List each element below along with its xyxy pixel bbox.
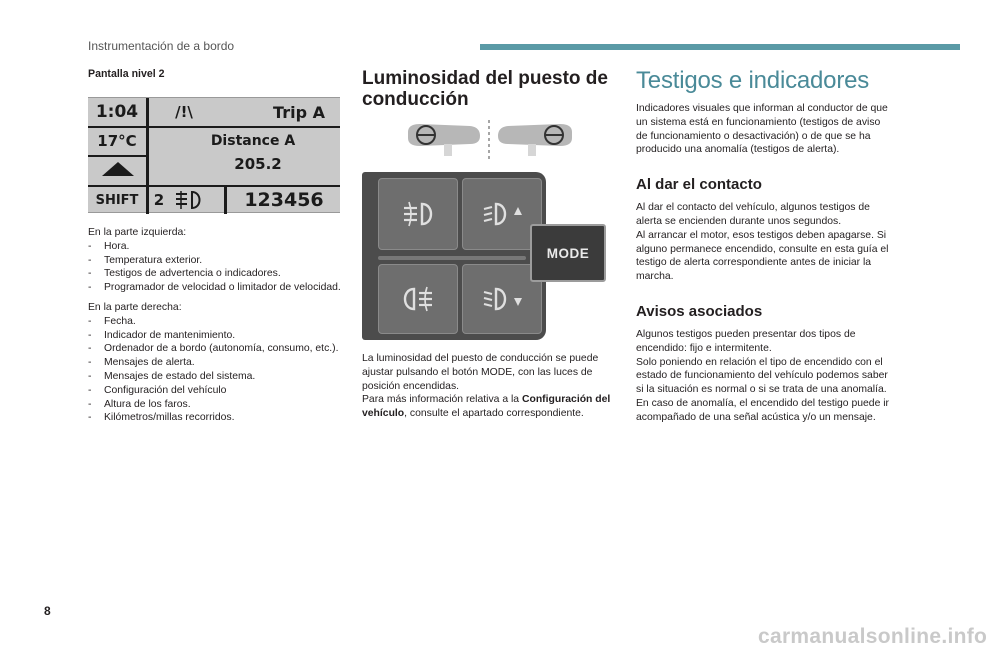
- associated-text-3: En caso de anomalía, el encendido del testigo puede ir acompañado de una señal acústica y/o un mensaje.: [636, 397, 890, 423]
- column-display-level-2: [88, 68, 344, 82]
- lcd-time: 1:04: [95, 102, 139, 122]
- brightness-more-info: Para más información relativa a la Configuración del vehículo, consulte el apartado correspondiente.: [362, 394, 611, 420]
- list-item: - Mensajes de estado del sistema.: [88, 370, 256, 382]
- panel-divider: [378, 256, 526, 260]
- associated-text-2: Solo poniendo en relación el tipo de encendido con el estado de funcionamiento del vehículo podemos saber si la situación es normal o si se trata de una anomalía.: [636, 356, 888, 396]
- rear-fog-light-button[interactable]: [378, 178, 458, 250]
- list-item: - Ordenador de a bordo (autonomía, consumo, etc.).: [88, 343, 339, 355]
- list-item: - Programador de velocidad o limitador de velocidad.: [88, 282, 341, 294]
- rear-fog-light-icon: [400, 201, 436, 227]
- steering-wheel-controls-illustration: [400, 118, 580, 162]
- warning-icon: /!\: [175, 103, 193, 121]
- front-fog-light-icon: [400, 286, 436, 312]
- watermark: carmanualsonline.info: [758, 625, 987, 648]
- list-item: - Hora.: [88, 240, 130, 252]
- subheading-ignition: Al dar el contacto: [636, 176, 762, 194]
- list-item: - Testigos de advertencia o indicadores.: [88, 268, 281, 280]
- list-item: - Mensajes de alerta.: [88, 357, 195, 369]
- subheading-associated-warnings: Avisos asociados: [636, 302, 763, 320]
- lcd-trip-label: Trip A: [273, 102, 325, 122]
- page-header-title: Instrumentación de a bordo: [88, 39, 235, 53]
- lcd-divider: [224, 186, 227, 214]
- list-item: - Fecha.: [88, 315, 136, 327]
- column-dashboard-brightness: [362, 68, 618, 110]
- brightness-description: [362, 352, 624, 421]
- section-heading-display: Pantalla nivel 2: [88, 68, 165, 80]
- lighting-control-panel: [362, 172, 546, 340]
- lcd-distance-label: Distance A: [210, 133, 296, 149]
- shift-arrow-icon: [102, 162, 134, 176]
- vehicle-config-reference: Configuración del vehículo: [362, 394, 611, 420]
- right-side-intro: En la parte derecha:: [88, 301, 182, 313]
- brightness-text: La luminosidad del puesto de conducción se puede ajustar pulsando el botón MODE, con las luces de posición encendidas.: [362, 353, 599, 392]
- lcd-odometer: 123456: [244, 189, 324, 211]
- list-item: - Configuración del vehículo: [88, 384, 227, 396]
- lcd-temperature: 17°C: [97, 132, 137, 150]
- left-side-intro: En la parte izquierda:: [88, 227, 187, 238]
- lcd-display-illustration: [88, 97, 340, 213]
- ignition-text-1: Al dar el contacto del vehículo, algunos testigos de alerta se encienden durante unos segundos.: [636, 202, 870, 227]
- list-item: - Indicador de mantenimiento.: [88, 329, 236, 341]
- lcd-distance-value: 205.2: [234, 155, 282, 173]
- front-fog-light-button[interactable]: [378, 264, 458, 334]
- mode-button[interactable]: MODE: [530, 224, 606, 282]
- display-description: [88, 226, 344, 425]
- section-heading-brightness: Luminosidad del puesto de conducción: [362, 68, 608, 110]
- page-number: 8: [44, 604, 51, 618]
- headlamp-down-icon: [482, 286, 522, 312]
- lcd-divider: [88, 155, 148, 157]
- lcd-gear-indicator: 2: [153, 191, 165, 209]
- list-item: - Altura de los faros.: [88, 398, 191, 410]
- section-heading-warning-lights: Testigos e indicadores: [636, 67, 870, 94]
- column-warning-lights: [636, 68, 892, 425]
- list-item: - Kilómetros/millas recorridos.: [88, 412, 235, 424]
- ignition-text-2: Al arrancar el motor, esos testigos deben apagarse. Si alguno permanece encendido, consulte en esta guía el testigo de alerta correspondiente antes de iniciar la marcha.: [636, 229, 889, 283]
- warning-lights-intro: Indicadores visuales que informan al conductor de que un sistema está en funcionamiento (testigos de aviso de funcionamiento o desactivación) o de que se ha producido una anomalía (testigos de alerta).: [636, 103, 888, 156]
- associated-text-1: Algunos testigos pueden presentar dos tipos de encendido: fijo e intermitente.: [636, 328, 856, 354]
- lcd-shift-label: SHIFT: [95, 192, 139, 208]
- headlamp-level-icon: [172, 190, 206, 210]
- header-accent-bar: [480, 44, 960, 50]
- list-item: - Temperatura exterior.: [88, 254, 203, 266]
- headlamp-up-icon: [482, 201, 522, 227]
